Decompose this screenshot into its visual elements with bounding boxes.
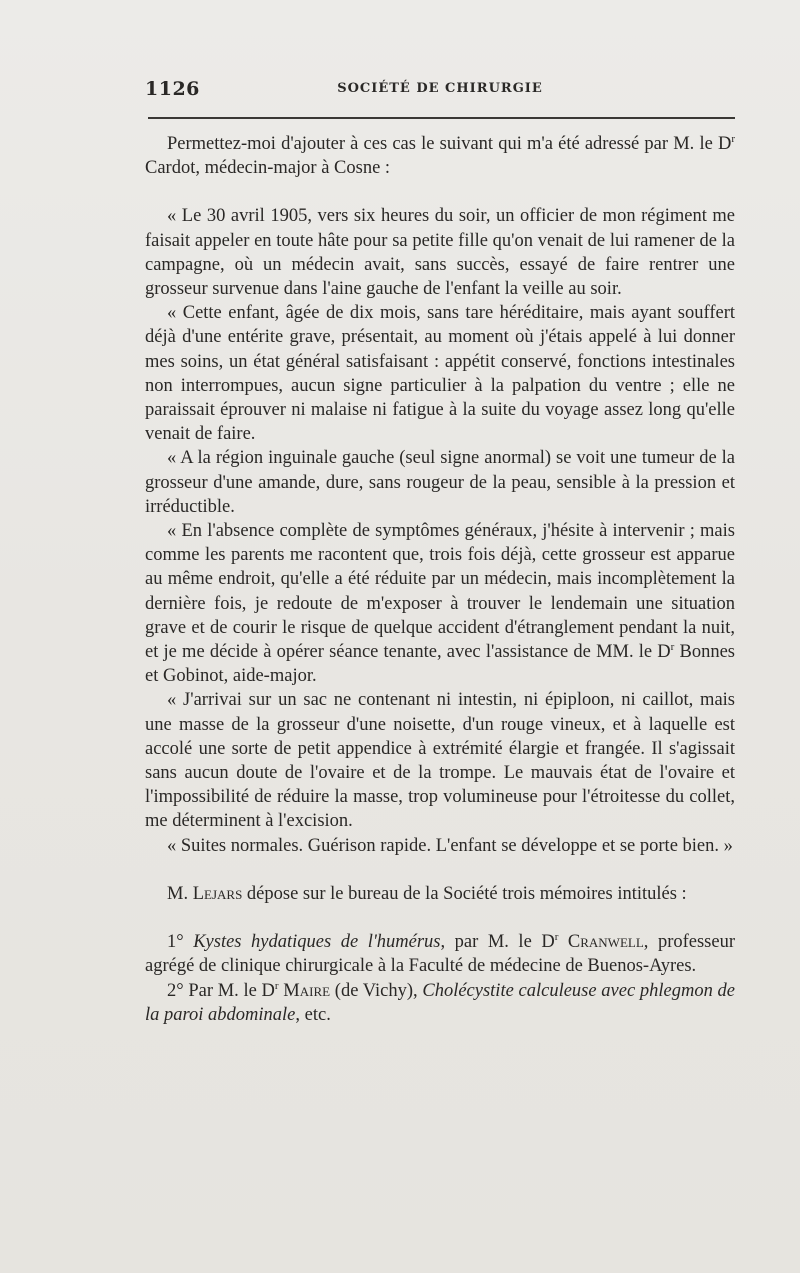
item2-rest: , etc. <box>295 1004 331 1025</box>
item2-place: (de Vichy), <box>330 980 423 1001</box>
paragraph-2: « Cette enfant, âgée de dix mois, sans tare héréditaire, mais ayant souffert déjà d'une entérite grave, présentait, au moment où j'étais appelé à lui donner mes soins, un état général satisfaisant : appétit conservé, fonctions intestinales non interrompues, aucun signe particulier à la palpation du ventre ; elle ne paraissait éprouver ni malaise ni fatigue à la suite du voyage assez long qu'elle venait de faire. <box>145 303 735 445</box>
page-header <box>145 78 735 104</box>
list-item-1 <box>145 930 735 978</box>
paragraph-3: « A la région inguinale gauche (seul signe anormal) se voit une tumeur de la grosseur d'une amande, dure, sans rougeur de la peau, sensible à la pression et irréductible. <box>145 448 735 517</box>
item1-title: Kystes hydatiques de l'humérus <box>193 932 441 953</box>
paragraph-5: « J'arrivai sur un sac ne contenant ni intestin, ni épiploon, ni caillot, mais une masse de la grosseur d'une noisette, d'un rouge vineux, et à laquelle est accolé une sorte de petit appendice à extrémité élargie et frangée. Il s'agissait sans aucun doute de l'ovaire et de la trompe. Le mauvais état de l'ovaire et l'impossibilité de réduire la masse, trop volumineuse pour l'étroitesse du collet, me déterminent à l'excision. <box>145 690 735 832</box>
item2-sup: r <box>274 979 279 992</box>
page-number: 1126 <box>145 78 200 100</box>
item2-mid: Par M. le D <box>183 980 275 1001</box>
intro-sup: r <box>731 133 735 145</box>
body-text <box>145 132 735 1027</box>
list-item-2 <box>145 979 735 1027</box>
paragraph-4-after: Bonnes et Gobinot, aide-major. <box>145 642 736 687</box>
item1-rest: , professeur agrégé de clinique chirurgicale à la Faculté de médecine de Buenos-Ayres. <box>145 932 735 977</box>
running-title: SOCIÉTÉ DE CHIRURGIE <box>337 81 543 96</box>
lejars-paragraph <box>145 882 735 906</box>
paragraph-4-before: « En l'absence complète de symptômes généraux, j'hésite à intervenir ; mais comme les parents me racontent que, trois fois déjà, cette grosseur est apparue au même endroit, qu'elle a été réduite par un médecin, mais incomplètement la dernière fois, je redoute de m'exposer à trouver le lendemain une situation grave et de courir le risque de quelque accident d'étranglement pendant la nuit, et je me décide à opérer séance tenante, avec l'assistance de MM. le D <box>145 521 735 663</box>
lejars-name: Lejars <box>192 883 243 904</box>
header-rule <box>148 117 735 119</box>
intro-text: Permettez-moi d'ajouter à ces cas le suivant qui m'a été adressé par M. le D <box>167 134 732 154</box>
lejars-text: dépose sur le bureau de la Société trois mémoires intitulés : <box>242 883 687 904</box>
item1-author: Cranwell <box>567 932 644 953</box>
paragraph-4 <box>145 519 735 688</box>
paragraph-1: « Le 30 avril 1905, vers six heures du soir, un officier de mon régiment me faisait appeler en toute hâte pour sa petite fille qu'on venait de lui ramener de la campagne, où un médecin avait, sans succès, essayé de faire rentrer une grosseur survenue dans l'aine gauche de l'enfant la veille au soir. <box>145 206 735 300</box>
paragraph-4-sup: r <box>670 641 675 654</box>
item1-sup: r <box>554 931 559 944</box>
item1-num: 1° <box>167 932 184 953</box>
paragraph-6: « Suites normales. Guérison rapide. L'enfant se développe et se porte bien. » <box>167 835 733 856</box>
item1-mid: , par M. le D <box>440 932 555 953</box>
intro-paragraph <box>145 132 735 180</box>
item2-title: Cholécystite calculeuse avec phlegmon de la paroi abdominale <box>145 980 735 1025</box>
lejars-prefix: M. <box>167 883 193 904</box>
intro-text-after: Cardot, médecin-major à Cosne : <box>145 158 391 179</box>
item2-num: 2° <box>167 980 184 1001</box>
item2-author: Maire <box>283 980 331 1001</box>
